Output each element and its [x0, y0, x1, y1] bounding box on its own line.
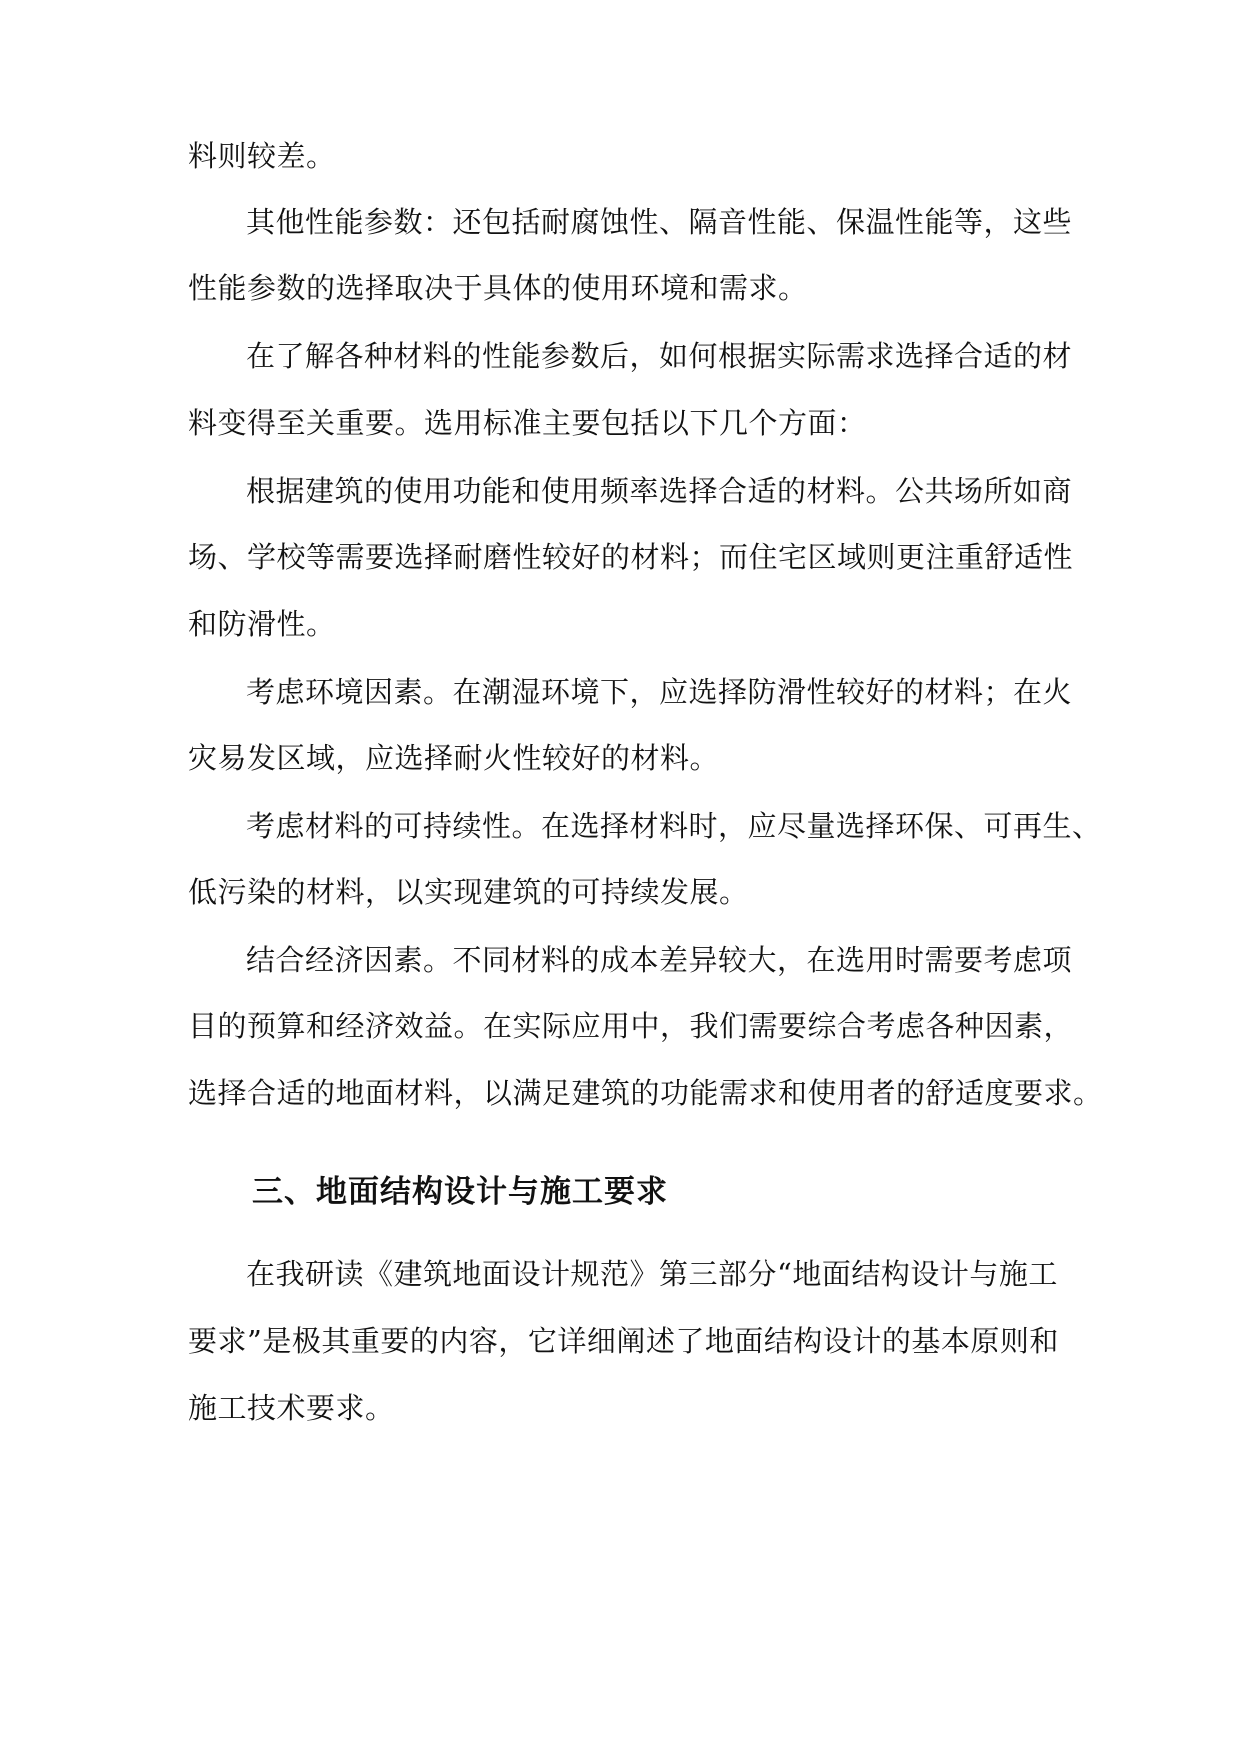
paragraph-line: 考虑材料的可持续性。在选择材料时，应尽量选择环保、可再生、 [246, 809, 1102, 843]
paragraph-line: 料变得至关重要。选用标准主要包括以下几个方面： [188, 406, 867, 440]
paragraph-line: 和防滑性。 [188, 607, 336, 641]
paragraph-line: 考虑环境因素。在潮湿环境下，应选择防滑性较好的材料；在火 [246, 675, 1073, 709]
paragraph-line: 料则较差。 [188, 139, 336, 173]
paragraph-line: 选择合适的地面材料，以满足建筑的功能需求和使用者的舒适度要求。 [188, 1076, 1103, 1110]
section-heading: 三、地面结构设计与施工要求 [252, 1174, 668, 1210]
paragraph-line: 要求”是极其重要的内容，它详细阐述了地面结构设计的基本原则和 [188, 1324, 1059, 1358]
paragraph-line: 目的预算和经济效益。在实际应用中，我们需要综合考虑各种因素， [188, 1009, 1074, 1043]
paragraph-line: 低污染的材料，以实现建筑的可持续发展。 [188, 875, 749, 909]
paragraph-line: 其他性能参数：还包括耐腐蚀性、隔音性能、保温性能等，这些 [246, 205, 1073, 239]
paragraph-line: 结合经济因素。不同材料的成本差异较大，在选用时需要考虑项 [246, 943, 1073, 977]
paragraph-line: 性能参数的选择取决于具体的使用环境和需求。 [188, 271, 808, 305]
paragraph-line: 灾易发区域，应选择耐火性较好的材料。 [188, 741, 720, 775]
paragraph-line: 根据建筑的使用功能和使用频率选择合适的材料。公共场所如商 [246, 474, 1073, 508]
paragraph-line: 在了解各种材料的性能参数后，如何根据实际需求选择合适的材 [246, 339, 1073, 373]
paragraph-line: 施工技术要求。 [188, 1391, 395, 1425]
paragraph-line: 场、学校等需要选择耐磨性较好的材料；而住宅区域则更注重舒适性 [188, 540, 1074, 574]
paragraph-line: 在我研读《建筑地面设计规范》第三部分“地面结构设计与施工 [246, 1257, 1058, 1291]
